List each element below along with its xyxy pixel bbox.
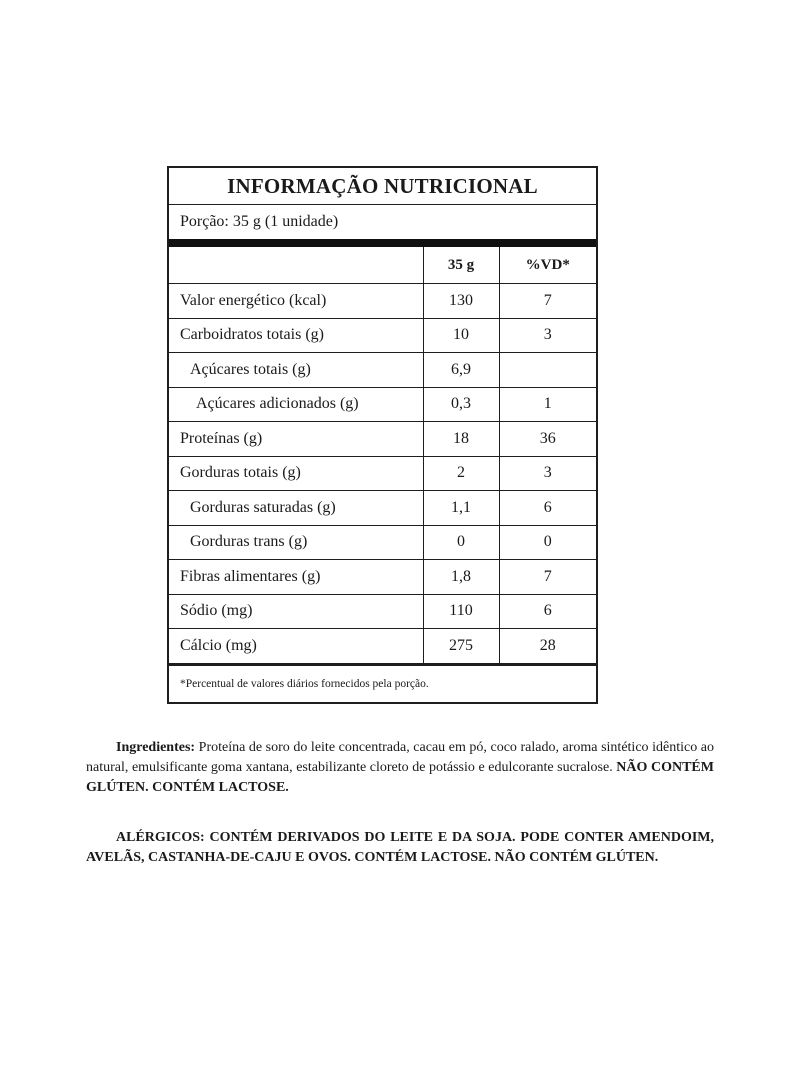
serving-value: 0 <box>423 525 499 560</box>
nutrient-label: Valor energético (kcal) <box>169 284 423 319</box>
daily-value-percent: 3 <box>499 456 596 491</box>
nutrient-label: Gorduras totais (g) <box>169 456 423 491</box>
table-row <box>169 456 596 491</box>
table-row <box>169 629 596 664</box>
serving-value: 275 <box>423 629 499 664</box>
table-row <box>169 387 596 422</box>
daily-value-percent: 6 <box>499 491 596 526</box>
daily-value-percent: 28 <box>499 629 596 664</box>
ingredients-paragraph <box>86 738 714 798</box>
nutrition-table <box>169 247 596 664</box>
table-row <box>169 284 596 319</box>
portion-size: Porção: 35 g (1 unidade) <box>180 213 339 230</box>
table-row <box>169 422 596 457</box>
table-row <box>169 353 596 388</box>
allergens-paragraph <box>86 828 714 868</box>
daily-value-percent <box>499 353 596 388</box>
serving-value: 2 <box>423 456 499 491</box>
ingredients-text: Proteína de soro do leite concentrada, cacau em pó, coco ralado, aroma sintético idêntico ao natural, emulsificante goma xantana, estabilizante cloreto de potássio e edulcorante sucralose. <box>86 740 714 775</box>
header-serving: 35 g <box>423 247 499 284</box>
serving-value: 6,9 <box>423 353 499 388</box>
panel-title: INFORMAÇÃO NUTRICIONAL <box>169 168 596 205</box>
table-row <box>169 594 596 629</box>
nutrient-label: Açúcares totais (g) <box>169 353 423 388</box>
nutrient-label: Carboidratos totais (g) <box>169 318 423 353</box>
nutrient-label: Gorduras trans (g) <box>169 525 423 560</box>
thick-divider <box>169 239 596 247</box>
daily-value-footnote: *Percentual de valores diários fornecidos pela porção. <box>169 664 596 702</box>
nutrient-label: Cálcio (mg) <box>169 629 423 664</box>
ingredients-warning: NÃO CONTÉM GLÚTEN. CONTÉM LACTOSE. <box>86 760 714 795</box>
table-row <box>169 560 596 595</box>
serving-value: 130 <box>423 284 499 319</box>
daily-value-percent: 7 <box>499 284 596 319</box>
serving-value: 110 <box>423 594 499 629</box>
serving-value: 1,1 <box>423 491 499 526</box>
serving-value: 18 <box>423 422 499 457</box>
daily-value-percent: 0 <box>499 525 596 560</box>
nutrition-facts-panel <box>167 166 598 704</box>
nutrient-label: Gorduras saturadas (g) <box>169 491 423 526</box>
table-header-row <box>169 247 596 284</box>
daily-value-percent: 36 <box>499 422 596 457</box>
serving-value: 0,3 <box>423 387 499 422</box>
header-label <box>169 247 423 284</box>
nutrient-label: Proteínas (g) <box>169 422 423 457</box>
serving-value: 10 <box>423 318 499 353</box>
nutrient-label: Açúcares adicionados (g) <box>169 387 423 422</box>
daily-value-percent: 6 <box>499 594 596 629</box>
serving-value: 1,8 <box>423 560 499 595</box>
daily-value-percent: 3 <box>499 318 596 353</box>
table-row <box>169 525 596 560</box>
header-daily-value: %VD* <box>499 247 596 284</box>
table-row <box>169 491 596 526</box>
daily-value-percent: 1 <box>499 387 596 422</box>
nutrient-label: Fibras alimentares (g) <box>169 560 423 595</box>
nutrient-label: Sódio (mg) <box>169 594 423 629</box>
ingredients-label: Ingredientes: <box>116 740 196 755</box>
table-row <box>169 318 596 353</box>
allergens-text: ALÉRGICOS: CONTÉM DERIVADOS DO LEITE E DA SOJA. PODE CONTER AMENDOIM, AVELÃS, CASTANHA-DE-CAJU E OVOS. CONTÉM LACTOSE. NÃO CONTÉM GLÚTEN. <box>86 830 714 865</box>
daily-value-percent: 7 <box>499 560 596 595</box>
